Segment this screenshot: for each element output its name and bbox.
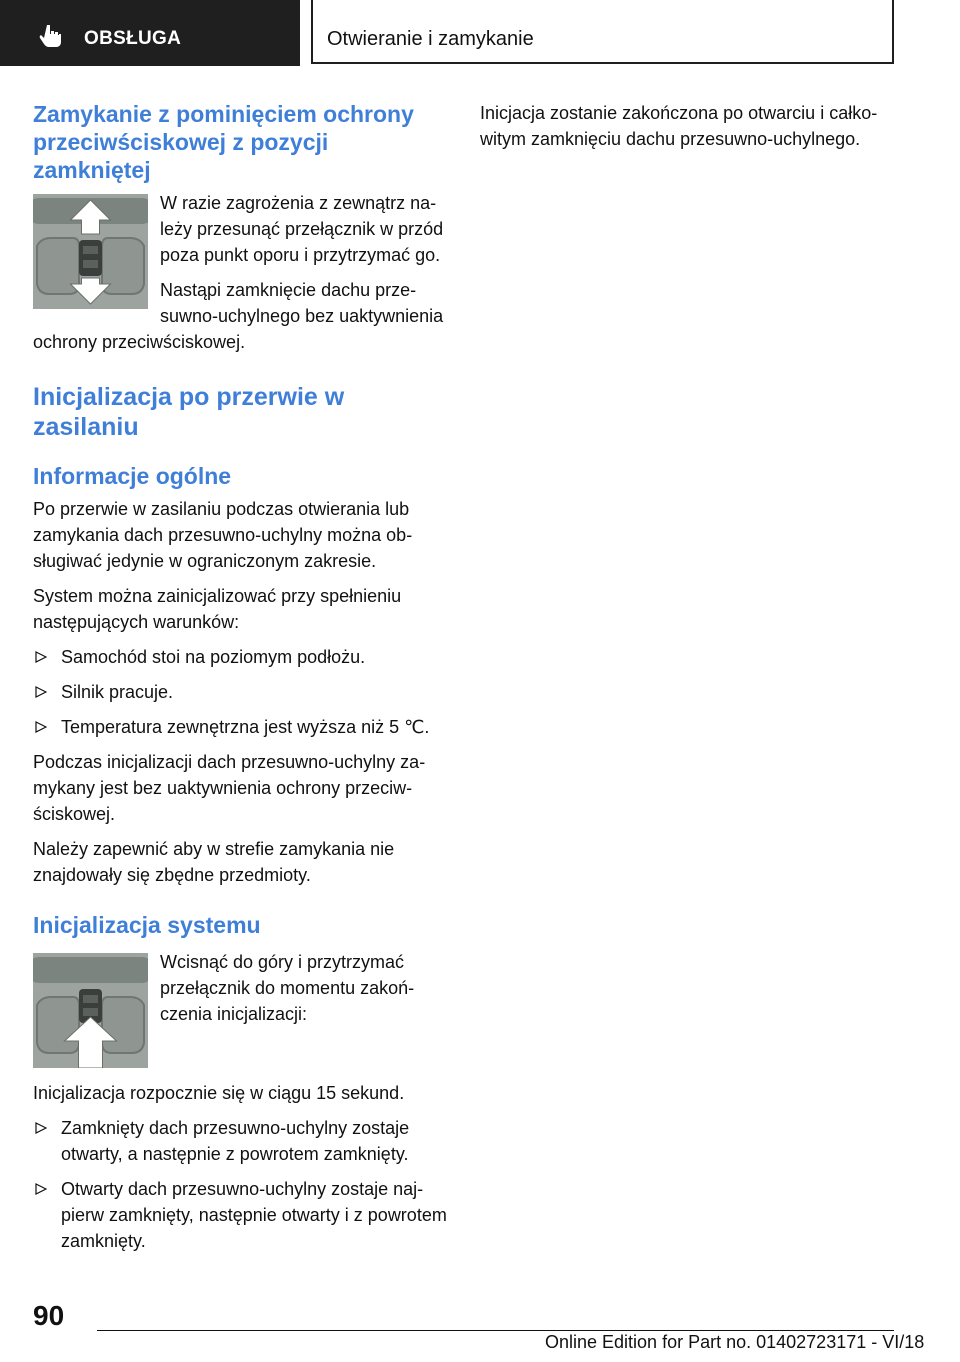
- page-header: [0, 0, 960, 66]
- paragraph-s1-p1: W razie zagrożenia z zewnątrz należy przesunąć przełącznik w przód poza punkt oporu i przytrzymać go.: [160, 193, 444, 265]
- triangle-bullet-icon: [35, 1122, 47, 1134]
- triangle-bullet-icon: [35, 1183, 47, 1195]
- figure-block-2: [33, 949, 448, 1076]
- list-item: [33, 679, 448, 705]
- left-column: [33, 100, 448, 1263]
- list-item: [33, 644, 448, 670]
- footer-edition: Online Edition for Part no. 01402723171 - VI/18: [545, 1332, 925, 1352]
- heading-initialization-after-power-loss: Inicjalizacja po przerwie w zasilaniu: [33, 383, 345, 441]
- right-column: [480, 100, 895, 161]
- initialization-steps-list: [33, 1115, 448, 1254]
- section-tab: [0, 0, 300, 66]
- paragraph-right-p1: Inicjacja zostanie zakończona po otwarciu i całkowitym zamknięciu dachu przesuwno-uchylnego.: [480, 103, 878, 149]
- step-text: Otwarty dach przesuwno-uchylny zostaje najpierw zamknięty, następnie otwarty i z powrotem zamknięty.: [61, 1179, 447, 1251]
- paragraph-s2-p3: Podczas inicjalizacji dach przesuwno-uchylny zamykany jest bez uaktywnienia ochrony przeciwściskowej.: [33, 752, 426, 824]
- paragraph-s1-p2: Nastąpi zamknięcie dachu przesuwno-uchylnego bez uaktywnienia ochrony przeciwściskowej.: [33, 280, 444, 352]
- section-label: OBSŁUGA: [84, 28, 182, 49]
- slide-switch-forward-icon: [33, 194, 148, 309]
- step-text: Zamknięty dach przesuwno-uchylny zostaje otwarty, a następnie z powrotem zamknięty.: [61, 1118, 410, 1164]
- heading-general-info: Informacje ogólne: [33, 463, 232, 489]
- condition-text: Samochód stoi na poziomym podłożu.: [61, 647, 366, 667]
- paragraph-s2-p1: Po przerwie w zasilaniu podczas otwierania lub zamykania dach przesuwno-uchylny można obsługiwać jedynie w ograniczonym zakresie.: [33, 499, 413, 571]
- condition-text: Silnik pracuje.: [61, 682, 174, 702]
- list-item: [33, 714, 448, 740]
- chapter-label: Otwieranie i zamykanie: [327, 28, 534, 50]
- triangle-bullet-icon: [35, 686, 47, 698]
- triangle-bullet-icon: [35, 721, 47, 733]
- figure-block-1: [33, 190, 448, 364]
- heading-close-without-protection: Zamykanie z pominięciem ochrony przeciwściskowej z pozycji zamkniętej: [33, 101, 414, 183]
- paragraph-s3-p1: Wcisnąć do góry i przytrzymać przełącznik do momentu zakończenia inicjalizacji:: [160, 952, 415, 1024]
- page-number: 90: [33, 1300, 65, 1331]
- paragraph-s2-p4: Należy zapewnić aby w strefie zamykania nie znajdowały się zbędne przedmioty.: [33, 839, 395, 885]
- heading-system-initialization: Inicjalizacja systemu: [33, 912, 261, 938]
- press-up-hold-icon: [33, 953, 148, 1068]
- list-item: [33, 1115, 448, 1167]
- conditions-list: [33, 644, 448, 740]
- chapter-tab: [311, 0, 894, 64]
- triangle-bullet-icon: [35, 651, 47, 663]
- list-item: [33, 1176, 448, 1254]
- paragraph-s2-p2: System można zainicjalizować przy spełnieniu następujących warunków:: [33, 586, 402, 632]
- condition-text: Temperatura zewnętrzna jest wyższa niż 5 ℃.: [61, 717, 430, 737]
- hand-pointer-icon: [38, 22, 64, 48]
- footer-divider: [97, 1330, 894, 1331]
- paragraph-s3-p2: Inicjalizacja rozpocznie się w ciągu 15 sekund.: [33, 1083, 405, 1103]
